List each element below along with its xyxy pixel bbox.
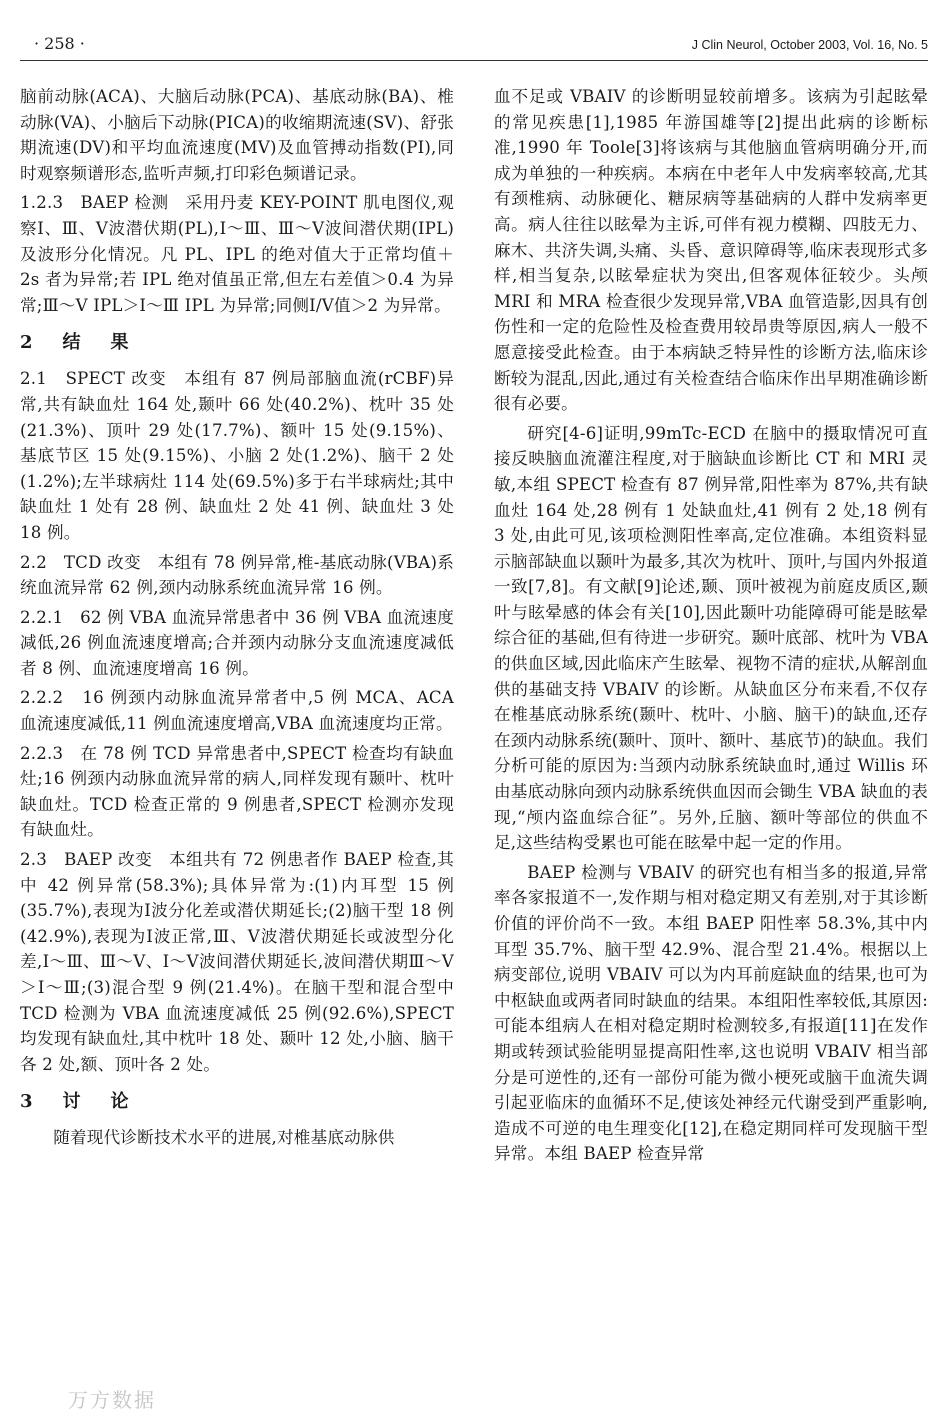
left-column bbox=[20, 84, 454, 1155]
section-2-2-tcd: 2.2 TCD 改变 本组有 78 例异常,椎-基底动脉(VBA)系统血流异常 62 例,颈内动脉系统血流异常 16 例。 bbox=[20, 552, 454, 598]
section-1-2-3-baep: 1.2.3 BAEP 检测 采用丹麦 KEY-POINT 肌电图仪,观察Ⅰ、Ⅲ、Ⅴ波潜伏期(PL),Ⅰ～Ⅲ、Ⅲ～Ⅴ波间潜伏期(IPL)及波形分化情况。凡 PL、IPL 的绝对值大于正常均值＋2s 者为异常;若 IPL 绝对值虽正常,但左右差值＞0.4 为异常;Ⅲ～Ⅴ IPL＞Ⅰ～Ⅲ IPL 为异常;同侧Ⅰ/Ⅴ值＞2 为异常。 bbox=[20, 193, 454, 315]
page-number: · 258 · bbox=[34, 34, 85, 53]
right-column bbox=[494, 84, 928, 1171]
discussion-opening: 随着现代诊断技术水平的进展,对椎基底动脉供 bbox=[53, 1128, 395, 1148]
section-2-2-3: 2.2.3 在 78 例 TCD 异常患者中,SPECT 检查均有缺血灶;16 例颈内动脉血流异常的病人,同样发现有颞叶、枕叶缺血灶。TCD 检查正常的 9 例患者,SPECT 检测亦发现有缺血灶。 bbox=[20, 743, 454, 840]
section-heading-discussion: 3 讨 论 bbox=[20, 1091, 135, 1113]
journal-citation: J Clin Neurol, October 2003, Vol. 16, No. 5 bbox=[691, 38, 928, 52]
discussion-paragraph-3: BAEP 检测与 VBAIV 的研究也有相当多的报道,异常率各家报道不一,发作期与相对稳定期又有差别,对于其诊断价值的评价尚不一致。本组 BAEP 阳性率 58.3%,其中内耳型 35.7%、脑干型 42.9%、混合型 21.4%。根据以上病变部位,说明 VBAIV 可以为内耳前庭缺血的结果,也可为中枢缺血或两者同时缺血的结果。本组阳性率较低,其原因:可能本组病人在相对稳定期时检测较多,有报道[11]在发作期或转颈试验能明显提高阳性率,这也说明 VBAIV 相当部分是可逆性的,还有一部份可能为微小梗死或脑干血流失调引起亚临床的血循环不足,使该处神经元代谢受到严重影响,造成不可逆的电生理变化[12],在稳定期同样可发现脑干型异常。本组 BAEP 检查异常 bbox=[494, 862, 928, 1164]
section-heading-results: 2 结 果 bbox=[20, 332, 135, 354]
section-2-1-spect: 2.1 SPECT 改变 本组有 87 例局部脑血流(rCBF)异常,共有缺血灶 164 处,颞叶 66 处(40.2%)、枕叶 35 处(21.3%)、顶叶 29 处(17.7%)、额叶 15 处(9.15%)、基底节区 15 处(9.15%)、小脑 2 处(1.2%)、脑干 2 处(1.2%);左半球病灶 114 处(69.5%)多于右半球病灶;其中缺血灶 1 处有 28 例、缺血灶 2 处 41 例、缺血灶 3 处 18 例。 bbox=[20, 369, 454, 542]
methods-paragraph-tcd: 脑前动脉(ACA)、大脑后动脉(PCA)、基底动脉(BA)、椎动脉(VA)、小脑后下动脉(PICA)的收缩期流速(SV)、舒张期流速(DV)和平均血流速度(MV)及血管搏动指数(PI),同时观察频谱形态,监听声频,打印彩色频谱记录。 bbox=[20, 87, 454, 183]
discussion-paragraph-2: 研究[4-6]证明,99mTc-ECD 在脑中的摄取情况可直接反映脑血流灌注程度,对于脑缺血诊断比 CT 和 MRI 灵敏,本组 SPECT 检查有 87 例异常,阳性率为 87%,共有缺血灶 164 处,28 例有 1 处缺血灶,41 例有 2 处,18 例有 3 处,由此可见,该项检测阳性率高,定位准确。本组资料显示脑部缺血以颞叶为最多,其次为枕叶、顶叶,与国内外报道一致[7,8]。有文献[9]论述,颞、顶叶被视为前庭皮质区,颞叶与眩晕感的体会有关[10],因此颞叶功能障碍可能是眩晕综合征的基础,但有待进一步研究。颞叶底部、枕叶为 VBA 的供血区域,因此临床产生眩晕、视物不清的症状,从解剖血供的基础支持 VBAIV 的诊断。从缺血区分布来看,不仅存在椎基底动脉系统(颞叶、枕叶、小脑、脑干)的缺血,还存在颈内动脉系统(颞叶、顶叶、额叶、基底节)的缺血。我们分析可能的原因为:当颈内动脉系统缺血时,通过 Willis 环由基底动脉向颈内动脉系统供血因而会锄生 VBA 缺血的表现,“颅内盗血综合征”。另外,丘脑、额叶等部位的供血不足,这些结构受累也可能在眩晕中起一定的作用。 bbox=[494, 423, 928, 853]
section-2-3-baep: 2.3 BAEP 改变 本组共有 72 例患者作 BAEP 检查,其中 42 例异常(58.3%);具体异常为:(1)内耳型 15 例(35.7%),表现为Ⅰ波分化差或潜伏期延长;(2)脑干型 18 例(42.9%),表现为Ⅰ波正常,Ⅲ、Ⅴ波潜伏期延长或波型分化差,Ⅰ～Ⅲ、Ⅲ～Ⅴ、Ⅰ～Ⅴ波间潜伏期延长,波间潜伏期Ⅲ～Ⅴ＞Ⅰ～Ⅲ;(3)混合型 9 例(21.4%)。在脑干型和混合型中 TCD 检测为 VBA 血流速度减低 25 例(92.6%),SPECT 均发现有缺血灶,其中枕叶 18 处、颞叶 12 处,小脑、脑干各 2 处,额、顶叶各 2 处。 bbox=[20, 850, 454, 1074]
section-2-2-2: 2.2.2 16 例颈内动脉血流异常者中,5 例 MCA、ACA 血流速度减低,11 例血流速度增高,VBA 血流速度均正常。 bbox=[20, 688, 454, 734]
watermark: 万方数据 bbox=[68, 1388, 156, 1412]
running-header bbox=[20, 34, 928, 61]
section-2-2-1: 2.2.1 62 例 VBA 血流异常患者中 36 例 VBA 血流速度减低,26 例血流速度增高;合并颈内动脉分支血流速度减低者 8 例、血流速度增高 16 例。 bbox=[20, 607, 454, 678]
discussion-paragraph-1: 血不足或 VBAIV 的诊断明显较前增多。该病为引起眩晕的常见疾患[1],1985 年游国雄等[2]提出此病的诊断标准,1990 年 Toole[3]将该病与其他脑血管病明确分开,而成为单独的一种疾病。本病在中老年人中发病率较高,尤其有颈椎病、动脉硬化、糖尿病等基础病的人群中发病率更高。病人往往以眩晕为主诉,可伴有视力模糊、四肢无力、麻木、共济失调,头痛、头昏、意识障碍等,临床表现形式多样,相当复杂,以眩晕症状为突出,但客观体征较少。头颅 MRI 和 MRA 检查很少发现异常,VBA 血管造影,因具有创伤性和一定的危险性及检查费用较昂贵等原因,病人一般不愿意接受此检查。由于本病缺乏特异性的诊断方法,临床诊断较为混乱,因此,通过有关检查结合临床作出早期准确诊断很有必要。 bbox=[494, 87, 928, 414]
